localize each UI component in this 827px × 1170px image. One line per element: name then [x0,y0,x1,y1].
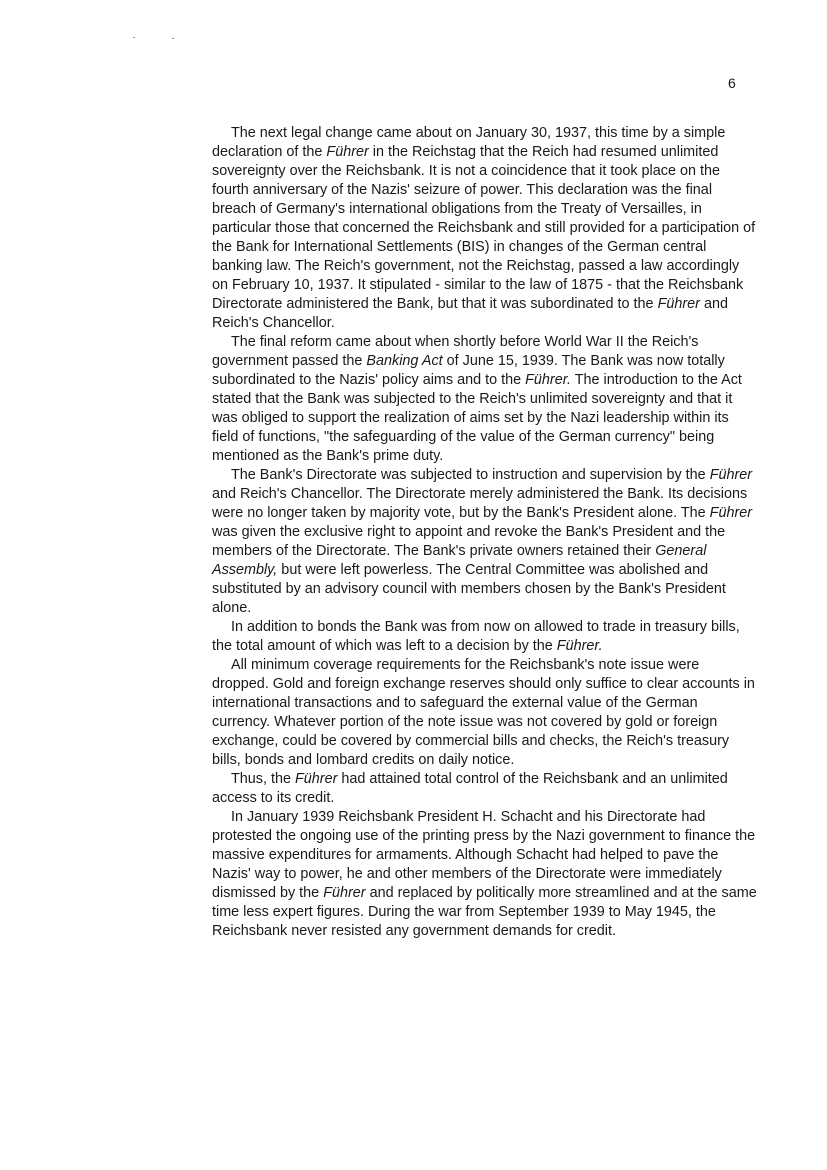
italic-term: Führer [709,505,753,521]
paragraph: The next legal change came about on January 30, 1937, this time by a simple declaration of the Führer in the Reichstag that the Reich had resumed unlimited sovereignty over the Reichsbank. It is not a coincidence that it took place on the fourth anniversary of the Nazis' seizure of power. This declaration was the final breach of Germany's international obligations from the Treaty of Versailles, in particular those that concerned the Reichsbank and still provided for a participation of the Bank for International Settlements (BIS) in changes of the German central banking law. The Reich's government, not the Reichstag, passed a law accordingly on February 10, 1937. It stipulated - similar to the law of 1875 - that the Reichsbank Directorate administered the Bank, but that it was subordinated to the Führer and Reich's Chancellor. [212,125,756,331]
scan-speck [172,38,174,39]
italic-term: Führer [326,144,369,160]
italic-term: Führer. [556,638,603,654]
italic-term: Führer [657,296,700,312]
italic-term: Führer [709,467,753,483]
italic-term: General Assembly, [212,543,707,578]
scan-speck [133,37,135,38]
paragraph: In January 1939 Reichsbank President H. Schacht and his Directorate had protested the ongoing use of the printing press by the Nazi government to finance the massive expenditures for armaments. Although Schacht had helped to pave the Nazis' way to power, he and other members of the Directorate were immediately dismissed by the Führer and replaced by politically more streamlined and at the same time less expert figures. During the war from September 1939 to May 1945, the Reichsbank never resisted any government demands for credit. [212,809,757,939]
paragraph: The final reform came about when shortly before World War II the Reich's government passed the Banking Act of June 15, 1939. The Bank was now totally subordinated to the Nazis' policy aims and to the Führer. The introduction to the Act stated that the Bank was subjected to the Reich's unlimited sovereignty and that it was obliged to support the realization of aims set by the Nazi leadership within its field of functions, "the safeguarding of the value of the German currency" being mentioned as the Bank's prime duty. [212,334,742,464]
paragraph: In addition to bonds the Bank was from now on allowed to trade in treasury bills, the total amount of which was left to a decision by the Führer. [212,619,740,654]
body-text [212,124,757,941]
paragraph: The Bank's Directorate was subjected to instruction and supervision by the Führer and Reich's Chancellor. The Directorate merely administered the Bank. Its decisions were no longer taken by majority vote, but by the Bank's President alone. The Führer was given the exclusive right to appoint and revoke the Bank's President and the members of the Directorate. The Bank's private owners retained their General Assembly, but were left powerless. The Central Committee was abolished and substituted by an advisory council with members chosen by the Bank's President alone. [212,467,753,616]
paragraph: All minimum coverage requirements for the Reichsbank's note issue were dropped. Gold and foreign exchange reserves should only suffice to clear accounts in international transactions and to safeguard the external value of the German currency. Whatever portion of the note issue was not covered by gold or foreign exchange, could be covered by commercial bills and checks, the Reich's treasury bills, bonds and lombard credits on daily notice. [212,657,755,768]
italic-term: Führer. [525,372,571,388]
italic-term: Führer [323,885,366,901]
paragraph: Thus, the Führer had attained total control of the Reichsbank and an unlimited access to its credit. [212,771,728,806]
page-number: 6 [728,75,736,91]
italic-term: Banking Act [366,353,443,369]
italic-term: Führer [295,771,338,787]
